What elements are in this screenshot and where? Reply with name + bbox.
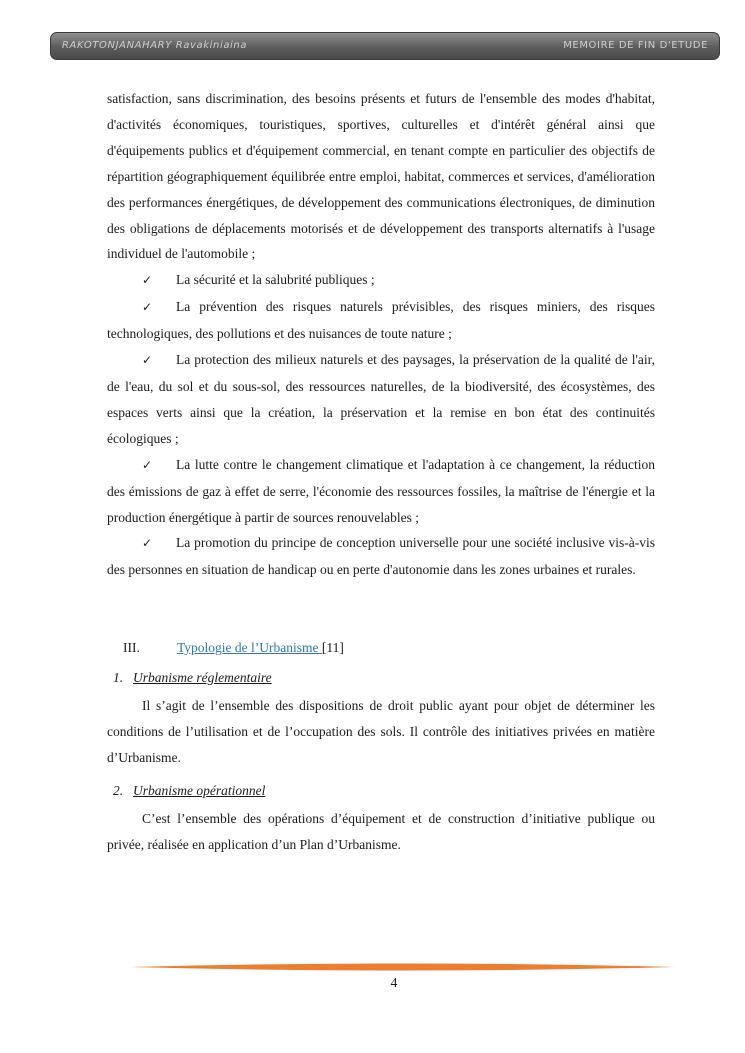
section-reference: [11] (321, 640, 344, 655)
section-number: III. (123, 640, 140, 655)
subsection-body (107, 693, 655, 771)
subsection-number: 2. (113, 783, 124, 798)
check-item: ✓ La prévention des risques naturels prévisibles, des risques miniers, des risques technologiques, des pollutions et des nuisances de toute nature ; (107, 294, 655, 347)
checkmark-icon: ✓ (142, 353, 153, 368)
subsection-body (107, 806, 655, 858)
checkmark-icon: ✓ (142, 273, 153, 288)
check-item: ✓ La sécurité et la salubrité publiques ; (107, 267, 655, 294)
header-document-type: MEMOIRE DE FIN D'ETUDE (563, 40, 708, 51)
subsection-paragraph: C’est l’ensemble des opérations d’équipement et de construction d’initiative publique ou privée, réalisée en application d’un Plan d’Urbanisme. (107, 811, 655, 852)
section-heading (123, 640, 344, 656)
header-author: RAKOTONJANAHARY Ravakiniaina (62, 40, 248, 51)
section-title-link[interactable]: Typologie de l’Urbanisme (177, 640, 322, 655)
check-item: ✓ La protection des milieux naturels et des paysages, la préservation de la qualité de l'air, de l'eau, du sol et du sous-sol, des ressources naturelles, de la biodiversité, des écosystèmes, des espaces verts ainsi que la création, la préservation et la remise en bon état des continuités écologiques ; (107, 347, 655, 452)
page-header (50, 32, 720, 60)
subsection-title: Urbanisme réglementaire (133, 670, 272, 685)
checkmark-icon: ✓ (142, 536, 153, 551)
subsection-paragraph: Il s’agit de l’ensemble des dispositions de droit public ayant pour objet de déterminer les conditions de l’utilisation et de l’occupation des sols. Il contrôle des initiatives privées en matière d’Urbanisme. (107, 698, 655, 765)
checkmark-icon: ✓ (142, 300, 153, 315)
body-text (107, 86, 655, 583)
check-item: ✓ La promotion du principe de conception universelle pour une société inclusive vis-à-vis des personnes en situation de handicap ou en perte d'autonomie dans les zones urbaines et rurales. (107, 530, 655, 583)
subsection-number: 1. (113, 670, 124, 685)
subsection-heading (113, 783, 265, 799)
check-item: ✓ La lutte contre le changement climatique et l'adaptation à ce changement, la réduction des émissions de gaz à effet de serre, l'économie des ressources fossiles, la maîtrise de l'énergie et la production énergétique à partir de sources renouvelables ; (107, 452, 655, 531)
checkmark-icon: ✓ (142, 457, 153, 472)
footer-swoosh (130, 962, 675, 972)
intro-paragraph: satisfaction, sans discrimination, des besoins présents et futurs de l'ensemble des modes d'habitat, d'activités économiques, touristiques, sportives, culturelles et d'intérêt général ainsi que d'équipements publics et d'équipement commercial, en tenant compte en particulier des objectifs de répartition géographiquement équilibrée entre emploi, habitat, commerces et services, d'amélioration des performances énergétiques, de développement des communications électroniques, de diminution des obligations de déplacements motorisés et de développement des transports alternatifs à l'usage individuel de l'automobile ; (107, 91, 655, 262)
page-number: 4 (390, 975, 398, 990)
subsection-title: Urbanisme opérationnel (133, 783, 266, 798)
subsection-heading (113, 670, 272, 686)
